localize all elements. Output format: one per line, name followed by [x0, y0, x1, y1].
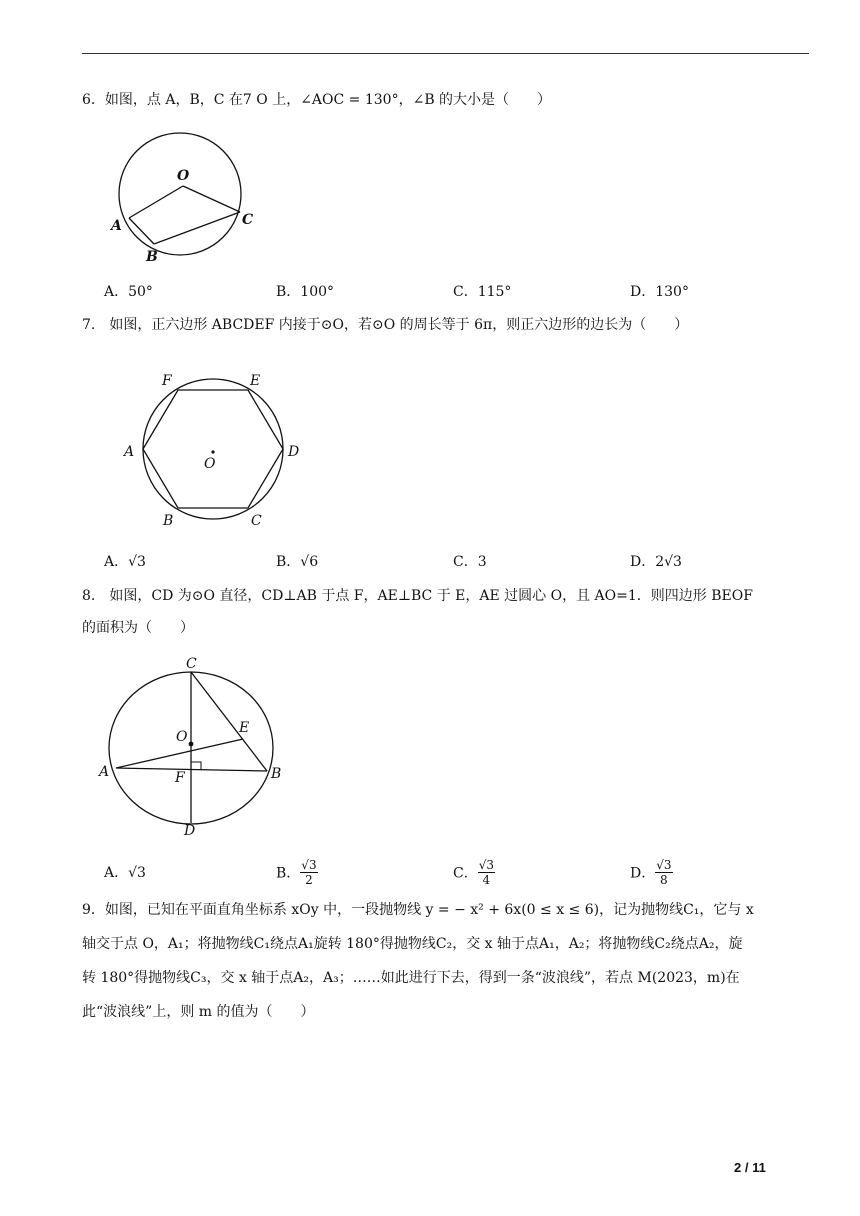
option-d[interactable]: D．2√3	[630, 554, 682, 570]
label-E: E	[250, 373, 261, 389]
question-8-stem-line-2: 的面积为（ ）	[82, 620, 194, 636]
label-B: B	[146, 249, 158, 265]
label-O: O	[204, 456, 216, 472]
label-D: D	[288, 444, 300, 460]
page-number: 2 / 11	[734, 1160, 766, 1175]
question-6-stem: 6．如图，点 A，B，C 在7 O 上，∠AOC = 130°，∠B 的大小是（ ）	[82, 92, 552, 108]
label-A: A	[124, 444, 135, 460]
label-O: O	[176, 729, 188, 745]
frac-den: 2	[305, 873, 313, 887]
label-C: C	[186, 656, 197, 672]
frac-num: √3	[478, 858, 494, 872]
label-C: C	[242, 212, 254, 228]
label-A: A	[99, 764, 110, 780]
question-8-figure	[98, 652, 298, 837]
question-6-options	[104, 281, 804, 305]
option-b[interactable]: B． $\frac{√3}{2}$	[276, 858, 317, 887]
question-8-options	[104, 858, 804, 890]
option-d[interactable]: D．130°	[630, 284, 689, 300]
question-9-stem-line-4: 此“波浪线”上，则 m 的值为（ ）	[82, 1004, 315, 1020]
question-9-stem-line-1: 9．如图，已知在平面直角坐标系 xOy 中，一段抛物线 y = − x² + 6x(0 ≤ x ≤ 6)，记为抛物线C₁，它与 x	[82, 902, 754, 918]
question-8-stem-line-1: 8. 如图，CD 为⊙O 直径，CD⊥AB 于点 F，AE⊥BC 于 E，AE 过圆心 O，且 AO=1．则四边形 BEOF	[82, 588, 753, 604]
label-F: F	[175, 770, 185, 786]
option-d[interactable]: D． $\frac{√3}{8}$	[630, 858, 672, 887]
option-a[interactable]: A．50°	[104, 284, 153, 300]
question-7-figure	[120, 368, 310, 533]
label-C: C	[251, 513, 262, 529]
question-9-stem-line-3: 转 180°得抛物线C₃，交 x 轴于点A₂，A₃；……如此进行下去，得到一条“波浪线”，若点 M(2023，m)在	[82, 970, 740, 986]
label-E: E	[239, 720, 250, 736]
frac-den: 4	[482, 873, 491, 887]
option-a[interactable]: A．√3	[104, 865, 146, 881]
label-O: O	[177, 168, 190, 184]
option-a[interactable]: A．√3	[104, 554, 146, 570]
option-c[interactable]: C．3	[453, 554, 487, 570]
label-B: B	[163, 513, 174, 529]
label-B: B	[271, 766, 282, 782]
label-D: D	[184, 823, 196, 837]
question-7-stem: 7. 如图，正六边形 ABCDEF 内接于⊙O，若⊙O 的周长等于 6π，则正六边形的边长为（ ）	[82, 317, 689, 333]
frac-num: √3	[656, 858, 672, 872]
question-6-figure	[108, 126, 258, 266]
option-b[interactable]: B．100°	[276, 284, 335, 300]
frac-num: √3	[301, 858, 317, 872]
option-b[interactable]: B．√6	[276, 554, 319, 570]
option-c[interactable]: C． $\frac{√3}{4}$	[453, 858, 494, 887]
label-F: F	[162, 373, 172, 389]
question-7-options	[104, 551, 804, 575]
header-rule	[82, 53, 809, 54]
option-c[interactable]: C．115°	[453, 284, 512, 300]
question-9-stem-line-2: 轴交于点 O，A₁；将抛物线C₁绕点A₁旋转 180°得抛物线C₂，交 x 轴于点A₁，A₂；将抛物线C₂绕点A₂，旋	[82, 936, 743, 952]
frac-den: 8	[660, 873, 668, 887]
label-A: A	[111, 218, 122, 234]
